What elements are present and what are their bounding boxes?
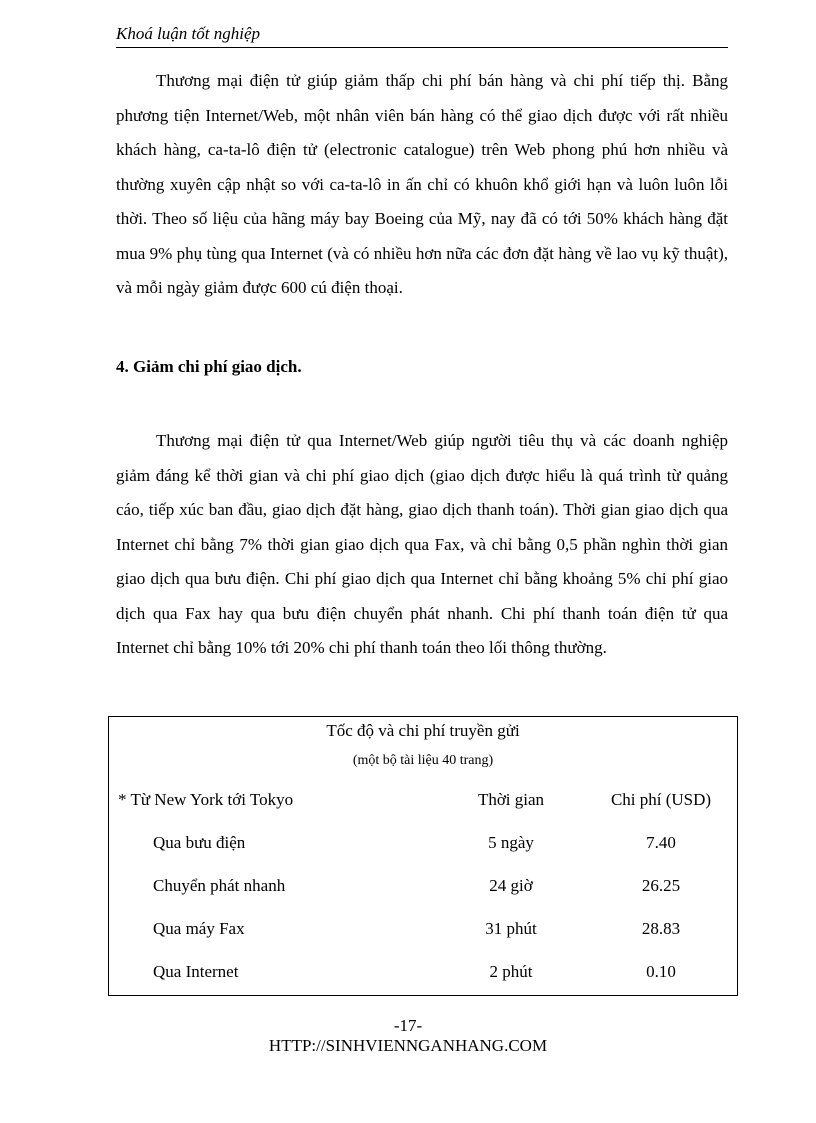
table-subtitle: (một bộ tài liệu 40 trang) [352, 753, 494, 768]
row-method: Qua máy Fax [153, 919, 245, 938]
footer-url: HTTP://SINHVIENNGANHANG.COM [268, 1036, 548, 1055]
header-time: Thời gian [477, 790, 545, 809]
cost-comparison-table [108, 716, 738, 996]
row-cost: 26.25 [641, 876, 681, 895]
document-header: Khoá luận tốt nghiệp [116, 22, 728, 48]
table-title: Tốc độ và chi phí truyền gửi [326, 721, 520, 740]
row-cost: 7.40 [646, 833, 676, 852]
page-number: -17- [393, 1016, 423, 1035]
table-row [109, 916, 737, 942]
header-cost: Chi phí (USD) [610, 790, 712, 809]
row-cost: 0.10 [646, 962, 676, 981]
table-header-row [109, 787, 737, 813]
table-row [109, 959, 737, 985]
paragraph-transaction-costs: Thương mại điện tử qua Internet/Web giúp người tiêu thụ và các doanh nghiệp giảm đáng kể thời gian và chi phí giao dịch (giao dịch được hiểu là quá trình từ quảng cáo, tiếp xúc ban đầu, giao dịch đặt hàng, giao dịch thanh toán). Thời gian giao dịch qua Internet chỉ bằng 7% thời gian giao dịch qua Fax, và chỉ bằng 0,5 phần nghìn thời gian giao dịch qua bưu điện. Chi phí giao dịch qua Internet chỉ bằng khoảng 5% chi phí giao dịch qua Fax hay qua bưu điện chuyển phát nhanh. Chi phí thanh toán điện tử qua Internet chỉ bằng 10% tới 20% chi phí thanh toán theo lối thông thường. [116, 431, 728, 657]
row-time: 24 giờ [489, 876, 533, 895]
row-time: 2 phút [489, 962, 533, 981]
paragraph-marketing-costs: Thương mại điện tử giúp giảm thấp chi phí bán hàng và chi phí tiếp thị. Bằng phương tiện Internet/Web, một nhân viên bán hàng có thể giao dịch được với rất nhiều khách hàng, ca-ta-lô điện tử (electronic catalogue) trên Web phong phú hơn nhiều và thường xuyên cập nhật so với ca-ta-lô in ấn chỉ có khuôn khổ giới hạn và luôn luôn lỗi thời. Theo số liệu của hãng máy bay Boeing của Mỹ, nay đã có tới 50% khách hàng đặt mua 9% phụ tùng qua Internet (và có nhiều hơn nữa các đơn đặt hàng về lao vụ kỹ thuật), và mỗi ngày giảm được 600 cú điện thoại. [116, 71, 728, 297]
row-method: Qua bưu điện [153, 833, 246, 852]
section-heading: 4. Giảm chi phí giao dịch. [116, 357, 302, 376]
row-method: Chuyển phát nhanh [153, 876, 286, 895]
row-time: 31 phút [485, 919, 537, 938]
row-cost: 28.83 [641, 919, 681, 938]
row-method: Qua Internet [153, 962, 239, 981]
row-time: 5 ngày [488, 833, 534, 852]
table-row [109, 873, 737, 899]
table-row [109, 830, 737, 856]
header-route: * Từ New York tới Tokyo [118, 790, 294, 809]
